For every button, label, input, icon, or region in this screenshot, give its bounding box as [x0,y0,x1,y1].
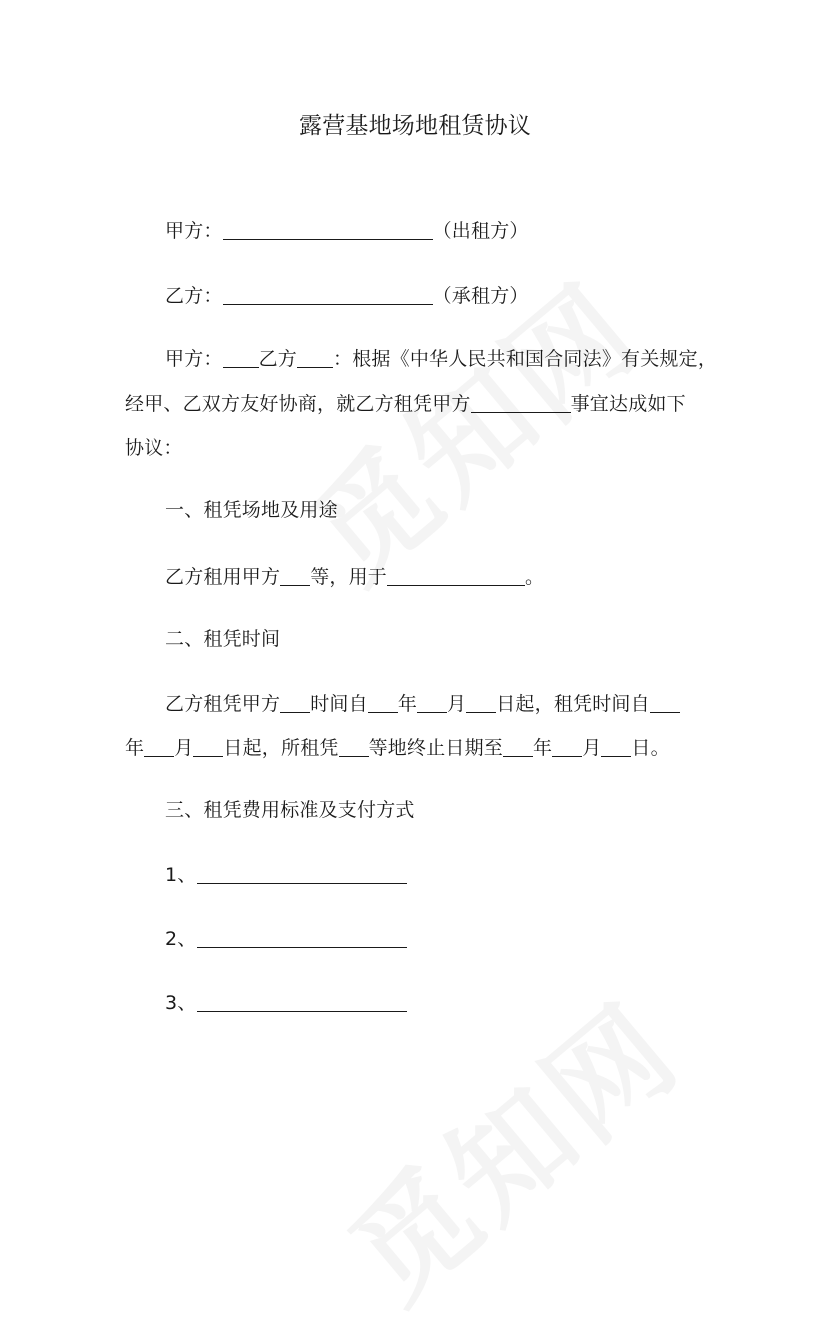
item-number: 3、 [165,992,197,1014]
blank [144,737,174,757]
blank [280,693,310,713]
item-number: 2、 [165,928,197,950]
blank [197,928,407,948]
blank [552,737,582,757]
section-text: 月 [447,693,467,715]
blank [417,693,447,713]
intro-text: 事宜达成如下 [570,393,686,415]
blank [339,737,369,757]
section-2-line-2 [125,736,670,760]
intro-line-3: 协议： [125,437,183,459]
blank [368,693,398,713]
blank [197,992,407,1012]
section-text: 月 [174,737,194,759]
blank [223,348,259,368]
blank [601,737,631,757]
blank [387,566,525,586]
section-3-item [165,927,407,951]
section-2-heading: 二、租凭时间 [165,628,281,650]
section-text: 年 [125,737,145,759]
section-text: 乙方租用甲方 [165,566,281,588]
blank [193,737,223,757]
section-text: 年 [533,737,553,759]
blank [466,693,496,713]
intro-line-1 [165,347,717,371]
party-a-blank [223,220,433,240]
section-3-heading: 三、租凭费用标准及支付方式 [165,799,415,821]
blank [650,693,680,713]
document-title: 露营基地场地租赁协议 [299,113,531,139]
section-1-body [165,565,544,589]
blank [503,737,533,757]
section-text: 日。 [631,737,670,759]
blank [471,393,571,413]
section-3-item [165,991,407,1015]
intro-line-2 [125,392,686,416]
section-3-item [165,863,407,887]
party-b-blank [223,285,433,305]
section-text: 日起，租凭时间自 [496,693,650,715]
section-text: 等地终止日期至 [368,737,504,759]
intro-text: ：根据《中华人民共和国合同法》有关规定， [333,348,718,370]
section-text: 。 [525,566,545,588]
intro-text: 乙方 [258,348,298,370]
section-text: 等，用于 [310,566,388,588]
party-b-role: （承租方） [432,285,529,307]
blank [197,864,407,884]
party-b-line [165,284,529,308]
section-text: 年 [397,693,418,715]
section-text: 月 [582,737,602,759]
intro-text: 甲方： [165,348,223,370]
blank [280,566,310,586]
section-text: 日起，所租凭 [223,737,339,759]
section-2-line-1 [165,692,680,716]
party-a-role: （出租方） [432,220,529,242]
party-a-line [165,219,529,243]
party-b-label: 乙方： [165,285,223,307]
section-1-heading: 一、租凭场地及用途 [165,499,338,521]
section-text: 乙方租凭甲方 [165,693,281,715]
item-number: 1、 [165,864,197,886]
section-text: 时间自 [310,693,368,715]
party-a-label: 甲方： [165,220,223,242]
blank [297,348,333,368]
intro-text: 经甲、乙双方友好协商，就乙方租凭甲方 [125,393,471,415]
